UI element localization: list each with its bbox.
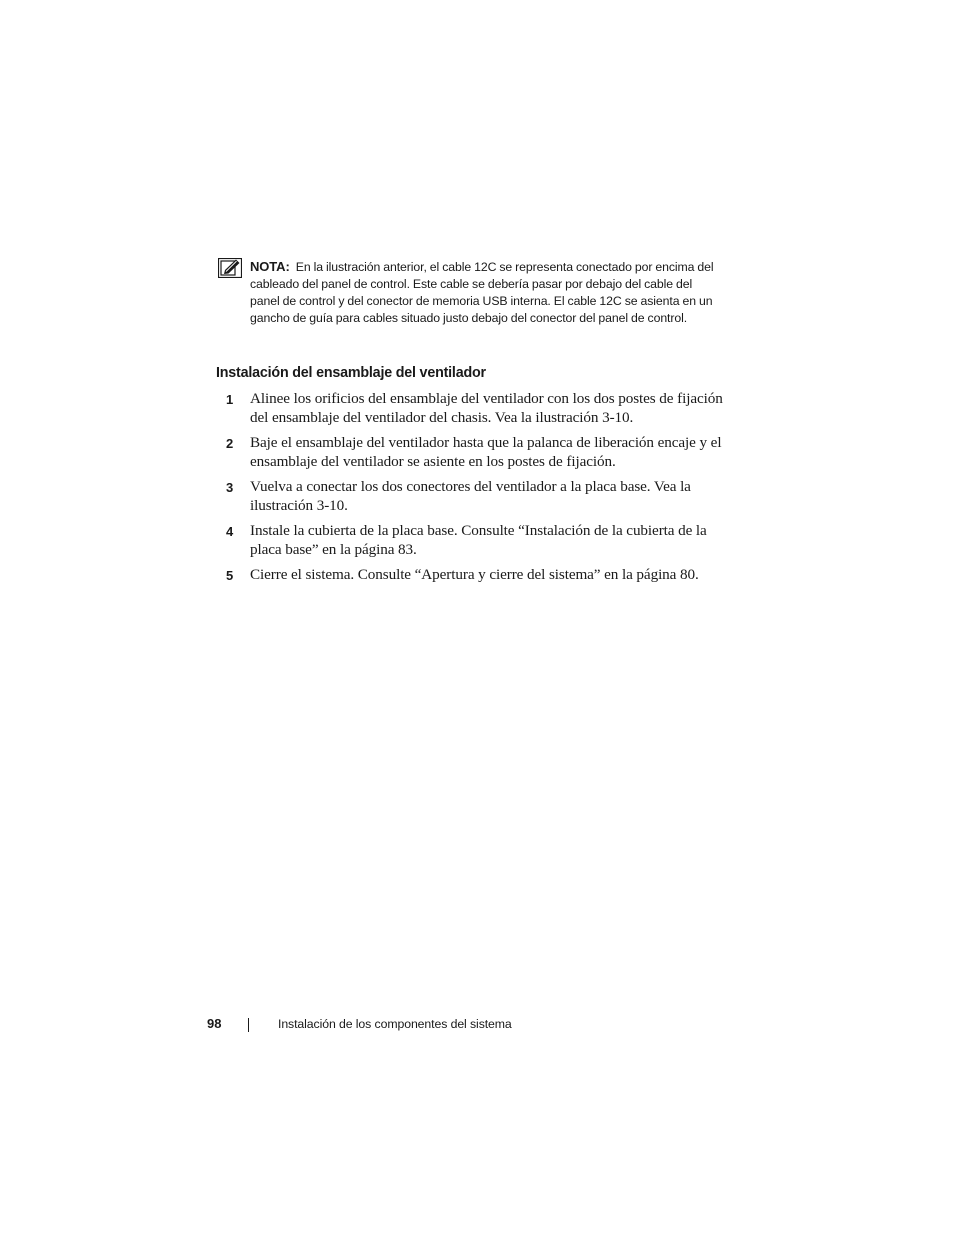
step-text: Baje el ensamblaje del ventilador hasta que la palanca de liberación encaje y el ensamblaje del ventilador se asiente en los postes de fijación.: [250, 434, 722, 470]
step-text: Vuelva a conectar los dos conectores del ventilador a la placa base. Vea la ilustración 3-10.: [250, 478, 691, 514]
step-list: [216, 390, 726, 592]
step-item: [216, 522, 726, 559]
footer-section-title: Instalación de los componentes del sistema: [278, 1017, 512, 1031]
section-heading: Instalación del ensamblaje del ventilador: [216, 365, 486, 381]
page-footer: [207, 1015, 707, 1035]
step-item: [216, 390, 726, 427]
step-text: Cierre el sistema. Consulte “Apertura y cierre del sistema” en la página 80.: [250, 566, 699, 583]
page-number: 98: [207, 1016, 222, 1031]
note-body: En la ilustración anterior, el cable 12C se representa conectado por encima del cableado del panel de control. Este cable se debería pasar por debajo del cable del panel de control y del conector de memoria USB interna. El cable 12C se asienta en un gancho de guía para cables situado justo debajo del conector del panel de control.: [250, 260, 714, 325]
step-number: 1: [226, 392, 234, 407]
step-item: [216, 566, 726, 585]
step-number: 4: [226, 524, 234, 539]
step-number: 3: [226, 480, 234, 495]
step-number: 5: [226, 568, 234, 583]
pencil-note-icon: [218, 258, 242, 278]
step-item: [216, 434, 726, 471]
step-item: [216, 478, 726, 515]
note-label: NOTA:: [250, 259, 290, 274]
note-text: [250, 258, 716, 327]
footer-divider: [248, 1018, 249, 1032]
step-text: Alinee los orificios del ensamblaje del ventilador con los dos postes de fijación del ensamblaje del ventilador del chasis. Vea la ilustración 3-10.: [250, 390, 723, 426]
step-text: Instale la cubierta de la placa base. Consulte “Instalación de la cubierta de la placa base” en la página 83.: [250, 522, 707, 558]
step-number: 2: [226, 436, 234, 451]
